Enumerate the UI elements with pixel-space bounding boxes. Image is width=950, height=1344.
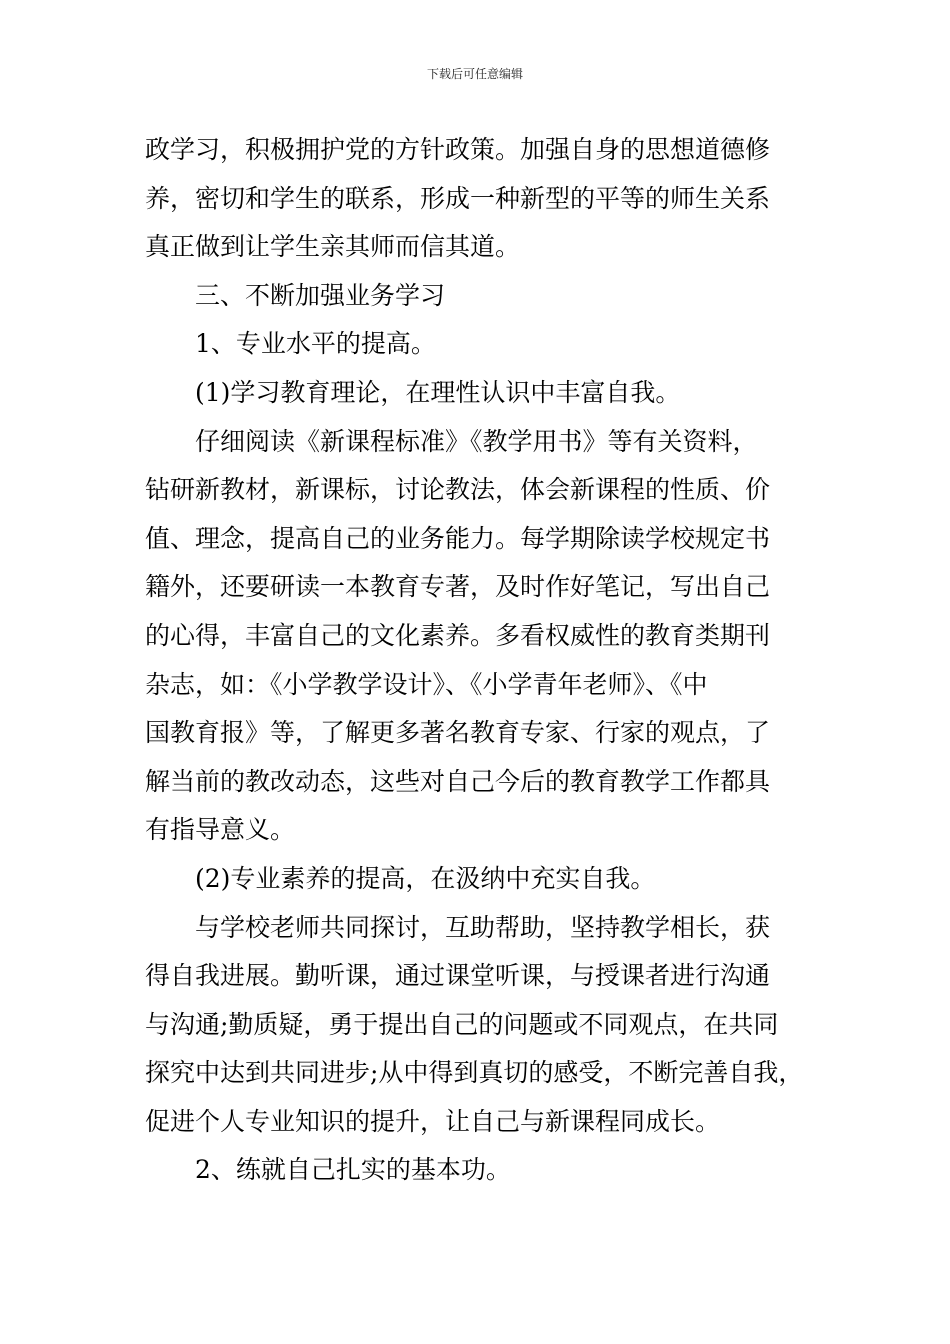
text-line: 促进个人专业知识的提升，让自己与新课程同成长。 [145, 1106, 721, 1136]
text-line: 与沟通;勤质疑，勇于提出自己的问题或不同观点，在共同 [145, 1009, 779, 1039]
subsection-heading: 2、练就自己扎实的基本功。 [195, 1155, 511, 1185]
text-line: 仔细阅读《新课程标准》《教学用书》等有关资料， [195, 426, 758, 456]
text-line: 政学习，积极拥护党的方针政策。加强自身的思想道德修 [145, 135, 771, 164]
text-line: 籍外，还要研读一本教育专著，及时作好笔记，写出自己 [145, 572, 771, 602]
section-heading: 三、不断加强业务学习 [195, 280, 446, 310]
text-line: 探究中达到共同进步;从中得到真切的感受，不断完善自我， [145, 1058, 804, 1088]
text-line: 养，密切和学生的联系，形成一种新型的平等的师生关系 [145, 183, 771, 213]
text-line: 值、理念，提高自己的业务能力。每学期除读学校规定书 [145, 523, 771, 553]
subsection-heading: 1、专业水平的提高。 [195, 329, 436, 359]
item-heading: (2)专业素养的提高，在汲纳中充实自我。 [195, 863, 656, 893]
text-line: 有指导意义。 [145, 815, 296, 845]
text-line: 杂志，如：《小学教学设计》、《小学青年老师》、《中 [145, 669, 708, 699]
item-heading: (1)学习教育理论，在理性认识中丰富自我。 [195, 377, 681, 407]
text-line: 得自我进展。勤听课，通过课堂听课，与授课者进行沟通 [145, 961, 771, 991]
text-line: 钻研新教材，新课标，讨论教法，体会新课程的性质、价 [145, 475, 771, 505]
text-line: 真正做到让学生亲其师而信其道。 [145, 232, 521, 262]
text-line: 解当前的教改动态，这些对自己今后的教育教学工作都具 [145, 766, 771, 796]
text-line: 国教育报》等，了解更多著名教育专家、行家的观点，了 [145, 718, 771, 748]
text-line: 与学校老师共同探讨，互助帮助，坚持教学相长，获 [195, 912, 771, 942]
text-line: 的心得，丰富自己的文化素养。多看权威性的教育类期刊 [145, 620, 771, 650]
document-body [145, 126, 815, 1195]
page-header: 下载后可任意编辑 [426, 67, 523, 81]
